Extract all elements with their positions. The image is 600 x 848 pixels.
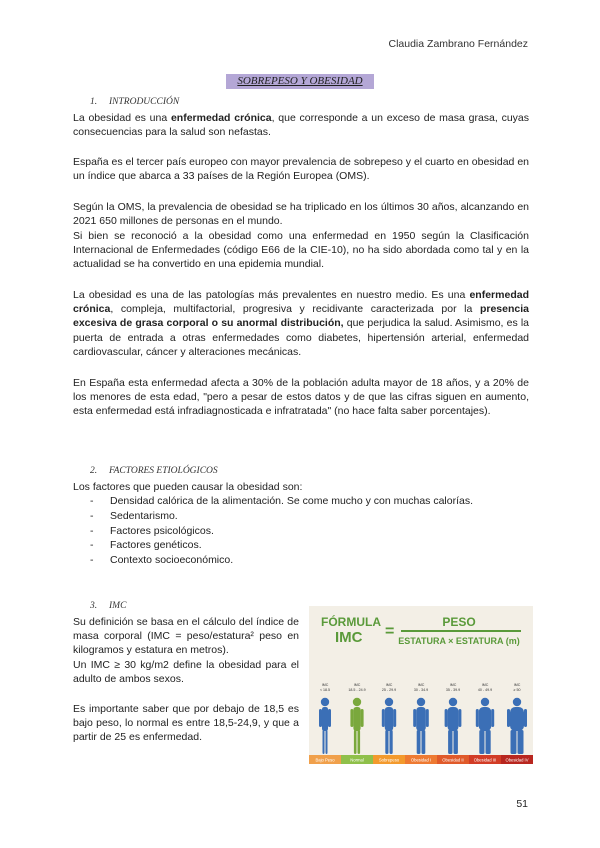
person-silhouette-icon	[413, 698, 429, 754]
person-silhouette-icon	[507, 698, 527, 754]
imc-column-range: 18.5 - 24.9	[348, 688, 366, 692]
person-silhouette-icon	[350, 698, 363, 754]
person-silhouette-icon	[476, 698, 494, 754]
list-item: - Sedentarismo.	[90, 509, 473, 524]
imc-column-top: IMC	[321, 683, 329, 687]
person-silhouette-icon	[382, 698, 396, 754]
imc-word: IMC	[335, 629, 363, 646]
imc-paragraph-2: Un IMC ≥ 30 kg/m2 define la obesidad para el adulto de ambos sexos.	[73, 659, 299, 686]
imc-category-label: Obesidad IV	[505, 757, 529, 763]
imc-column-top: IMC	[481, 683, 489, 687]
imc-column-top: IMC	[353, 683, 361, 687]
imc-category-label: Sobrepeso	[378, 757, 400, 763]
list-item: - Factores genéticos.	[90, 538, 473, 553]
intro-paragraph-3: Según la OMS, la prevalencia de obesidad se ha triplicado en los últimos 30 años, alcanzando en 2021 650 millones de personas en el mundo.	[73, 201, 529, 228]
list-item: - Contexto socioeconómico.	[90, 553, 473, 568]
page-title: SOBREPESO Y OBESIDAD	[226, 74, 374, 89]
section-heading-factors: 2. FACTORES ETIOLÓGICOS	[90, 466, 218, 476]
imc-paragraph-3: Es importante saber que por debajo de 18,5 es bajo peso, lo normal es entre 18,5-24,9, y que a partir de 25 es enfermedad.	[73, 703, 299, 744]
section-heading-imc: 3. IMC	[90, 601, 127, 611]
section-heading-intro: 1. INTRODUCCIÓN	[90, 97, 180, 107]
imc-column-range: 35 - 39.9	[445, 688, 461, 692]
imc-column-range: 40 - 49.9	[477, 688, 493, 692]
person-silhouette-icon	[445, 698, 462, 754]
imc-category-label: Normal	[350, 757, 364, 763]
imc-formula-figure	[309, 606, 533, 764]
intro-paragraph-2: España es el tercer país europeo con mayor prevalencia de sobrepeso y el cuarto en obesidad en un índice que abarca a 33 países de la Región Europea (OMS).	[73, 156, 529, 183]
imc-column-range: 25 - 29.9	[381, 688, 397, 692]
imc-column-top: IMC	[449, 683, 457, 687]
imc-column-range: < 18.5	[319, 688, 331, 692]
imc-category-label: Obesidad II	[442, 757, 464, 763]
imc-paragraph-1: Su definición se basa en el cálculo del índice de masa corporal (IMC = peso/estatura² peso en kilogramos y estatura en metros).	[73, 616, 299, 657]
formula-equals: =	[385, 623, 395, 640]
list-item: - Factores psicológicos.	[90, 524, 473, 539]
list-item: - Densidad calórica de la alimentación. Se come mucho y con muchas calorías.	[90, 494, 473, 509]
imc-category-label: Obesidad I	[410, 757, 432, 763]
intro-paragraph-6: En España esta enfermedad afecta a 30% de la población adulta mayor de 18 años, y a 20% de los menores de esta edad, "pero a pesar de estos datos y de que las cifras siguen en aumento, esta enfermedad está infradiagnosticada e infratratada" (no hace falta saber porcentajes).	[73, 377, 529, 418]
imc-column-top: IMC	[417, 683, 425, 687]
imc-category-label: Bajo Peso	[315, 757, 335, 763]
imc-category-label: Obesidad III	[473, 757, 497, 763]
intro-paragraph-4: Si bien se reconoció a la obesidad como una enfermedad en 1950 según la Clasificación Internacional de Enfermedades (código E66 de la CIE-10), no ha sido abordada como tal y en la actualidad se ha convertido en una epidemia mundial.	[73, 230, 529, 271]
imc-column-range: ≥ 50	[513, 688, 521, 692]
formula-denominator: ESTATURA × ESTATURA (m)	[398, 636, 520, 646]
intro-paragraph-5: La obesidad es una de las patologías más prevalentes en nuestro medio. Es una enfermedad crónica, compleja, multifactorial, progresiva y recidivante caracterizada por la presencia excesiva de grasa corporal o su anormal distribución, que perjudica la salud. Asimismo, es la puerta de entrada a otras enfermedades como diabetes, hipertensión arterial, enfermedad cardiovascular, cáncer y alteraciones mecánicas.	[73, 289, 530, 358]
imc-figure-graphic	[309, 606, 533, 764]
imc-column-top: IMC	[385, 683, 393, 687]
formula-numerator: PESO	[442, 615, 476, 629]
author-header: Claudia Zambrano Fernández	[388, 38, 528, 50]
person-silhouette-icon	[319, 698, 331, 754]
formula-word: FÓRMULA	[321, 615, 381, 629]
page-number: 51	[516, 798, 528, 810]
imc-column-top: IMC	[513, 683, 521, 687]
imc-column-range: 30 - 34.9	[413, 688, 429, 692]
factors-lead: Los factores que pueden causar la obesidad son:	[73, 481, 303, 493]
intro-paragraph-1: La obesidad es una enfermedad crónica, que corresponde a un exceso de masa grasa, cuyas consecuencias para la salud son nefastas.	[73, 112, 529, 139]
factors-list	[90, 494, 473, 568]
